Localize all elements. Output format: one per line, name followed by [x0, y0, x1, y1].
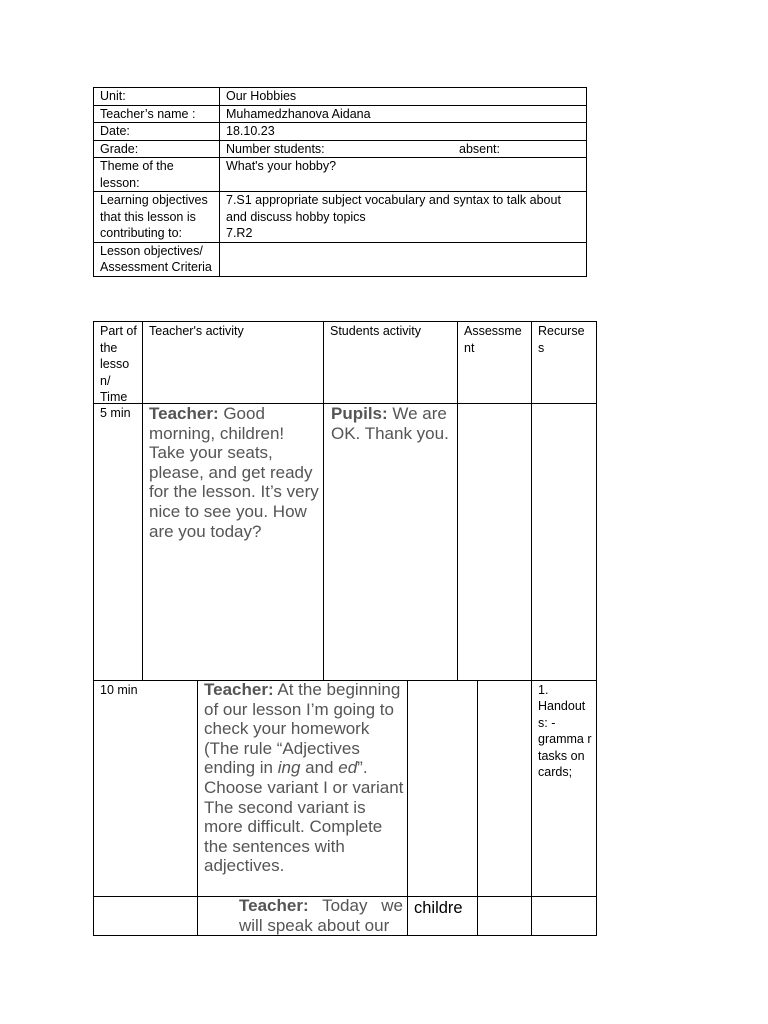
objective-code: 7.R2 — [226, 226, 253, 240]
header-assessment: Assessme nt — [464, 324, 522, 355]
row1-students-activity — [331, 404, 453, 443]
col-divider — [142, 321, 143, 681]
suffix-ing: ing — [277, 758, 301, 778]
number-students-label: Number students: — [226, 141, 325, 156]
grade-label: Grade: — [94, 140, 220, 158]
objective-text: 7.S1 appropriate subject vocabulary and syntax to talk about and discuss hobby topics — [226, 193, 561, 224]
header-resources: Recurse s — [538, 324, 585, 355]
grade-value-cell — [220, 140, 587, 158]
row1-teacher-activity — [149, 404, 319, 541]
col-divider — [531, 321, 532, 936]
table-row — [94, 140, 587, 158]
table-row — [94, 88, 587, 106]
unit-value: Our Hobbies — [220, 88, 587, 106]
topic-intro-text: Today we will speak about our — [239, 896, 403, 935]
row3-teacher-activity — [239, 896, 403, 935]
teacher-speaker-label: Teacher: — [239, 896, 309, 915]
col-divider — [407, 680, 408, 936]
lesson-objectives-value — [220, 242, 587, 276]
pupils-reply-text: We are OK. Thank you. — [331, 404, 449, 443]
row2-teacher-activity — [204, 680, 404, 876]
learning-objectives-label: Learning objectives that this lesson is contributing to: — [94, 192, 220, 243]
col-divider — [457, 321, 458, 681]
teacher-greeting-text: Good morning, children! Take your seats, please, and get ready for the lesson. It’s very nice to see you. How are you today? — [149, 404, 319, 541]
absent-label: absent: — [459, 141, 501, 156]
table-row — [94, 158, 587, 192]
col-divider — [323, 321, 324, 681]
date-value: 18.10.23 — [220, 123, 587, 141]
teacher-speaker-label: Teacher: — [149, 404, 219, 423]
row2-resources: 1. Handout s: - gramma r tasks on cards; — [538, 683, 592, 780]
homework-text: At the beginning of our lesson I’m going to check your homework (The rule “Adjectives ending in — [204, 680, 401, 778]
row1-time: 5 min — [100, 406, 131, 420]
row3-overflow-text: childre — [414, 899, 463, 917]
col-divider — [477, 680, 478, 936]
teacher-name-value: Muhamedzhanova Aidana — [220, 105, 587, 123]
lesson-objectives-label: Lesson objectives/ Assessment Criteria — [94, 242, 220, 276]
unit-label: Unit: — [94, 88, 220, 106]
theme-value: What's your hobby? — [220, 158, 587, 192]
learning-objectives-value — [220, 192, 587, 243]
teacher-speaker-label: Teacher: — [204, 680, 274, 699]
header-students-activity: Students activity — [330, 324, 422, 338]
lesson-info-table — [93, 87, 587, 277]
table-row — [94, 123, 587, 141]
col-divider — [197, 680, 198, 936]
theme-label: Theme of the lesson: — [94, 158, 220, 192]
table-row — [94, 242, 587, 276]
table-row — [94, 105, 587, 123]
date-label: Date: — [94, 123, 220, 141]
conjunction-text: and — [300, 758, 339, 778]
table-row — [94, 192, 587, 243]
row2-time: 10 min — [100, 683, 138, 697]
homework-text-continued: ”. Choose variant I or variant The second variant is more difficult. Complete the sentences with adjectives. — [204, 758, 404, 876]
header-part-time: Part of the lesso n/ Time — [100, 324, 137, 404]
pupils-speaker-label: Pupils: — [331, 404, 388, 423]
header-teacher-activity: Teacher's activity — [149, 324, 244, 338]
suffix-ed: ed — [338, 758, 358, 778]
teacher-name-label: Teacher’s name : — [94, 105, 220, 123]
